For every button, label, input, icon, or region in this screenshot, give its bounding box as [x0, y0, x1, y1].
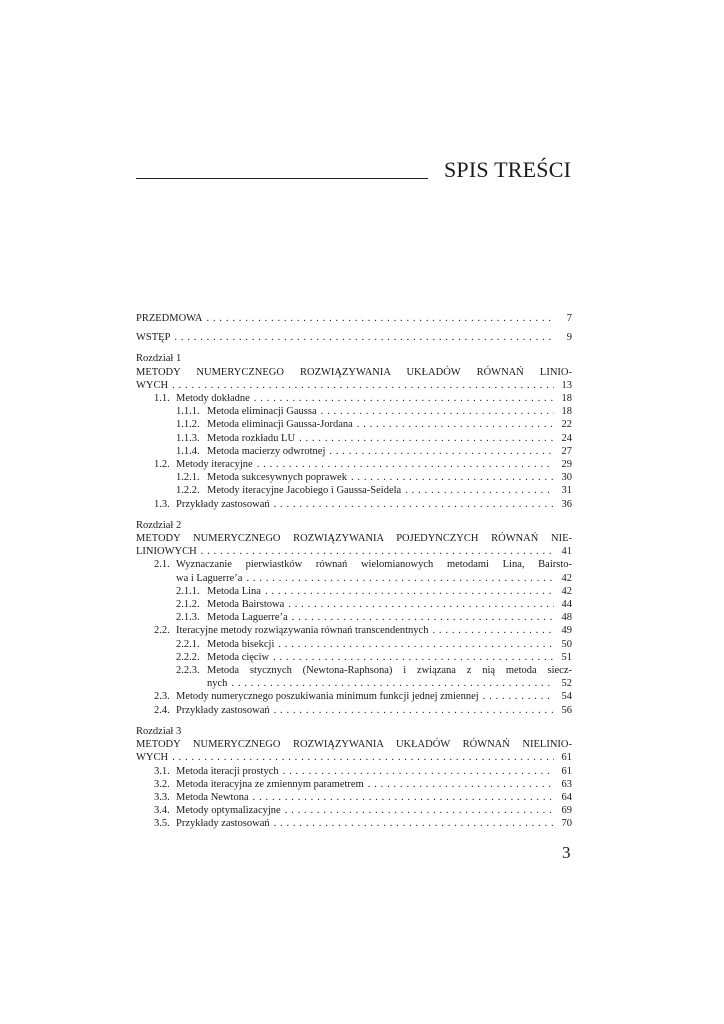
toc-entry-page: 18: [561, 393, 572, 405]
leader-dots: [273, 651, 554, 664]
toc-entry-label: Metoda sukcesywnych poprawek: [207, 472, 347, 484]
chapter-heading: Rozdział 1: [136, 353, 182, 365]
toc-entry-page: 49: [561, 625, 572, 637]
toc-entry-label: Metody numerycznego poszukiwania minimum funkcji jednej zmiennej: [176, 691, 479, 703]
toc-entry: [136, 651, 572, 664]
toc-entry: [136, 664, 572, 677]
toc-entry-page: 7: [566, 313, 572, 324]
toc-entry-page: 69: [561, 805, 572, 817]
leader-dots: [329, 445, 554, 458]
leader-dots: [274, 704, 554, 717]
leader-dots: [285, 804, 554, 817]
toc-entry: [136, 432, 572, 445]
toc-entry: [136, 418, 572, 431]
leader-dots: [299, 432, 554, 445]
toc-entry-number: 1.2.2.: [176, 485, 200, 497]
toc-entry: [136, 817, 572, 830]
toc-entry-number: 1.1.3.: [176, 432, 200, 444]
toc-entry-label: Metody optymalizacyjne: [176, 805, 281, 817]
chapter-title: METODY NUMERYCZNEGO ROZWIĄZYWANIA UKŁADÓW RÓWNAŃ LINIO-: [136, 366, 572, 378]
leader-dots: [231, 677, 554, 690]
toc-entry-number: 2.2.: [154, 625, 170, 637]
chapter-1-entries: [136, 392, 572, 511]
toc-entry: [136, 690, 572, 703]
leader-dots: [283, 765, 554, 778]
toc-entry-przedmowa: [136, 312, 572, 325]
chapter-heading: Rozdział 2: [136, 519, 182, 531]
toc-entry-page: 63: [561, 778, 572, 790]
toc-entry-number: 1.2.: [154, 459, 170, 471]
toc-entry-number: 2.2.2.: [176, 651, 200, 663]
toc-entry-number: 2.3.: [154, 691, 170, 703]
toc-entry-number: 2.1.: [154, 559, 170, 571]
leader-dots: [432, 624, 554, 637]
toc-entry-label: Metoda eliminacji Gaussa-Jordana: [207, 419, 353, 431]
toc-entry-number: 2.1.1.: [176, 585, 200, 597]
chapter-title-end: [136, 545, 572, 558]
chapter-title-cont: WYCH: [136, 752, 169, 764]
toc-entry: [136, 484, 572, 497]
leader-dots: [357, 418, 554, 431]
toc-entry-page: 61: [561, 765, 572, 777]
toc-entry: [136, 392, 572, 405]
toc-entry-number: 1.1.4.: [176, 445, 200, 457]
toc-entry-label: Metody iteracyjne Jacobiego i Gaussa-Seidela: [207, 485, 402, 497]
chapter-title-cont: WYCH: [136, 379, 169, 391]
toc-entry-page: 54: [561, 691, 572, 703]
toc-entry-label: Metoda Lina: [207, 585, 261, 597]
chapter-title-end: [136, 751, 572, 764]
toc-entry: [136, 445, 572, 458]
toc-entry-wstep: [136, 331, 572, 344]
leader-dots: [174, 331, 554, 344]
toc-entry-number: 3.4.: [154, 805, 170, 817]
leader-dots: [172, 751, 554, 764]
chapter-title-end: [136, 379, 572, 392]
toc-entry-label: Metoda Newtona: [176, 791, 249, 803]
leader-dots: [278, 638, 554, 651]
table-of-contents: [136, 312, 572, 831]
toc-entry: [136, 458, 572, 471]
toc-entry: [136, 405, 572, 418]
toc-entry-number: 2.1.3.: [176, 612, 200, 624]
toc-entry-page: 24: [561, 432, 572, 444]
toc-entry-number: 3.3.: [154, 791, 170, 803]
toc-entry-page: 50: [561, 638, 572, 650]
toc-entry-page: 31: [561, 485, 572, 497]
toc-entry-number: 2.2.1.: [176, 638, 200, 650]
toc-entry: [136, 791, 572, 804]
toc-entry-page: 52: [561, 678, 572, 690]
toc-entry-page: 42: [561, 585, 572, 597]
toc-entry: [136, 638, 572, 651]
toc-entry-cont: [136, 572, 572, 585]
toc-entry-page: 18: [561, 406, 572, 418]
leader-dots: [405, 484, 554, 497]
toc-entry-label: Metoda macierzy odwrotnej: [207, 445, 326, 457]
toc-entry: [136, 585, 572, 598]
chapter-page: 41: [561, 546, 572, 558]
toc-entry-page: 48: [561, 612, 572, 624]
toc-entry-label: Przykłady zastosowań: [176, 818, 270, 830]
toc-entry-label-cont: wa i Laguerre’a: [176, 572, 243, 584]
toc-entry: [136, 598, 572, 611]
leader-dots: [292, 611, 554, 624]
toc-entry-label: Przykłady zastosowań: [176, 498, 270, 510]
toc-entry-number: 1.3.: [154, 498, 170, 510]
toc-entry-label: Metody iteracyjne: [176, 459, 253, 471]
leader-dots: [351, 471, 554, 484]
toc-entry-label: Metoda eliminacji Gaussa: [207, 406, 317, 418]
chapter-2-entries-a: [136, 585, 572, 664]
chapter-3-entries: [136, 765, 572, 831]
leader-dots: [253, 791, 554, 804]
toc-entry-page: 30: [561, 472, 572, 484]
chapter-heading: Rozdział 3: [136, 725, 182, 737]
header-rule: [136, 178, 428, 179]
toc-entry-number: 1.1.: [154, 393, 170, 405]
leader-dots: [265, 585, 554, 598]
leader-dots: [368, 778, 554, 791]
toc-entry: [136, 778, 572, 791]
toc-entry-label: Wyznaczanie pierwiastków równań wielomianowych metodami Lina, Bairsto-: [176, 559, 572, 571]
leader-dots: [321, 405, 554, 418]
leader-dots: [257, 458, 554, 471]
toc-entry-page: 22: [561, 419, 572, 431]
toc-entry-number: 2.2.3.: [176, 665, 200, 677]
chapter-2-entries-b: [136, 690, 572, 716]
leader-dots: [254, 392, 554, 405]
toc-entry-label: WSTĘP: [136, 332, 171, 344]
toc-entry-page: 44: [561, 599, 572, 611]
toc-entry: [136, 558, 572, 571]
toc-entry-label: Iteracyjne metody rozwiązywania równań transcendentnych: [176, 625, 429, 637]
toc-entry-number: 2.4.: [154, 704, 170, 716]
toc-entry-page: 56: [561, 704, 572, 716]
chapter-title: METODY NUMERYCZNEGO ROZWIĄZYWANIA POJEDYNCZYCH RÓWNAŃ NIE-: [136, 533, 572, 545]
toc-entry-page: 51: [561, 651, 572, 663]
toc-entry-label: Metoda Bairstowa: [207, 599, 285, 611]
toc-entry-number: 3.5.: [154, 818, 170, 830]
toc-entry-page: 42: [561, 572, 572, 584]
page-title: SPIS TREŚCI: [444, 157, 572, 182]
toc-entry-page: 29: [561, 459, 572, 471]
leader-dots: [246, 572, 554, 585]
toc-entry-number: 3.1.: [154, 765, 170, 777]
toc-entry-label: PRZEDMOWA: [136, 313, 203, 324]
toc-entry-page: 64: [561, 791, 572, 803]
toc-entry-page: 36: [561, 498, 572, 510]
leader-dots: [288, 598, 554, 611]
chapter-title: METODY NUMERYCZNEGO ROZWIĄZYWANIA UKŁADÓW RÓWNAŃ NIELINIO-: [136, 739, 572, 751]
toc-entry-label-cont: nych: [207, 678, 228, 690]
chapter-page: 13: [561, 379, 572, 391]
toc-entry-label: Metoda cięciw: [207, 651, 270, 663]
toc-entry-label: Metoda bisekcji: [207, 638, 275, 650]
leader-dots: [207, 312, 554, 325]
toc-entry: [136, 624, 572, 637]
leader-dots: [172, 379, 554, 392]
toc-entry-number: 1.1.1.: [176, 406, 200, 418]
leader-dots: [201, 545, 554, 558]
toc-entry-page: 9: [566, 332, 572, 344]
toc-entry: [136, 804, 572, 817]
toc-entry-label: Metoda stycznych (Newtona-Raphsona) i związana z nią metoda siecz-: [207, 665, 572, 677]
toc-entry-label: Metody dokładne: [176, 393, 250, 405]
leader-dots: [483, 690, 554, 703]
toc-entry: [136, 611, 572, 624]
toc-entry-page: 27: [561, 445, 572, 457]
toc-entry: [136, 498, 572, 511]
toc-entry-page: 70: [561, 818, 572, 830]
toc-entry-label: Metoda Laguerre’a: [207, 612, 288, 624]
toc-entry-label: Metoda rozkładu LU: [207, 432, 296, 444]
toc-entry-number: 1.1.2.: [176, 419, 200, 431]
page-number: 3: [562, 843, 571, 862]
leader-dots: [274, 817, 554, 830]
chapter-title-cont: LINIOWYCH: [136, 546, 197, 558]
toc-entry-cont: [136, 677, 572, 690]
toc-entry-label: Metoda iteracji prostych: [176, 765, 279, 777]
toc-entry-number: 1.2.1.: [176, 472, 200, 484]
toc-entry: [136, 765, 572, 778]
toc-entry-number: 3.2.: [154, 778, 170, 790]
toc-entry: [136, 704, 572, 717]
toc-entry: [136, 471, 572, 484]
chapter-page: 61: [561, 752, 572, 764]
toc-entry-number: 2.1.2.: [176, 599, 200, 611]
leader-dots: [274, 498, 554, 511]
toc-entry-label: Przykłady zastosowań: [176, 704, 270, 716]
toc-entry-label: Metoda iteracyjna ze zmiennym parametrem: [176, 778, 364, 790]
